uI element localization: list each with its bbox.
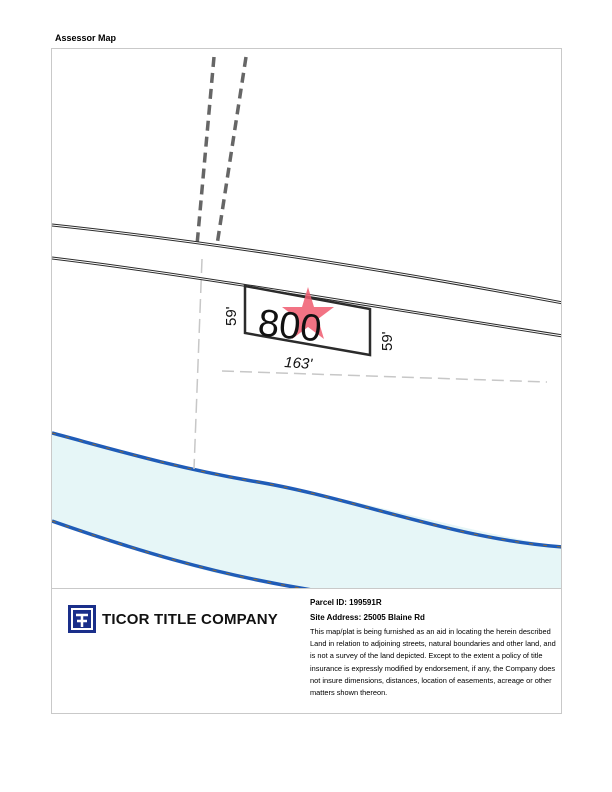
river-area xyxy=(52,433,562,589)
property-line-vertical xyxy=(194,259,202,469)
dashed-road-line-a xyxy=(197,57,214,245)
company-name: TICOR TITLE COMPANY xyxy=(102,610,279,628)
parcel-info xyxy=(310,598,558,699)
dimension-bottom: 163' xyxy=(283,354,313,373)
page-title: Assessor Map xyxy=(55,33,117,43)
map-footer xyxy=(51,589,562,714)
map-canvas[interactable] xyxy=(52,49,562,589)
dimension-right: 59' xyxy=(379,331,396,351)
parcel-id: Parcel ID: 199591R xyxy=(310,598,382,607)
ticor-logo-icon xyxy=(68,605,96,633)
site-address: Site Address: 25005 Blaine Rd xyxy=(310,613,425,622)
dashed-road-line-b xyxy=(217,57,246,245)
dimension-left: 59' xyxy=(223,306,240,326)
parcel-number: 800 xyxy=(256,302,324,351)
assessor-map[interactable] xyxy=(51,48,562,589)
company-logo xyxy=(68,605,278,633)
disclaimer-text: This map/plat is being furnished as an aid in locating the herein described Land in relation to adjoining streets, natural boundaries and other land, and is not a survey of the land depicted. Except to the extent a policy of title insurance is expressly modified by endorsement, if any, the Company does not insure dimensions, distances, location of easements, acreage or other matters shown thereon. xyxy=(310,627,556,698)
property-line-horizontal xyxy=(222,371,547,382)
